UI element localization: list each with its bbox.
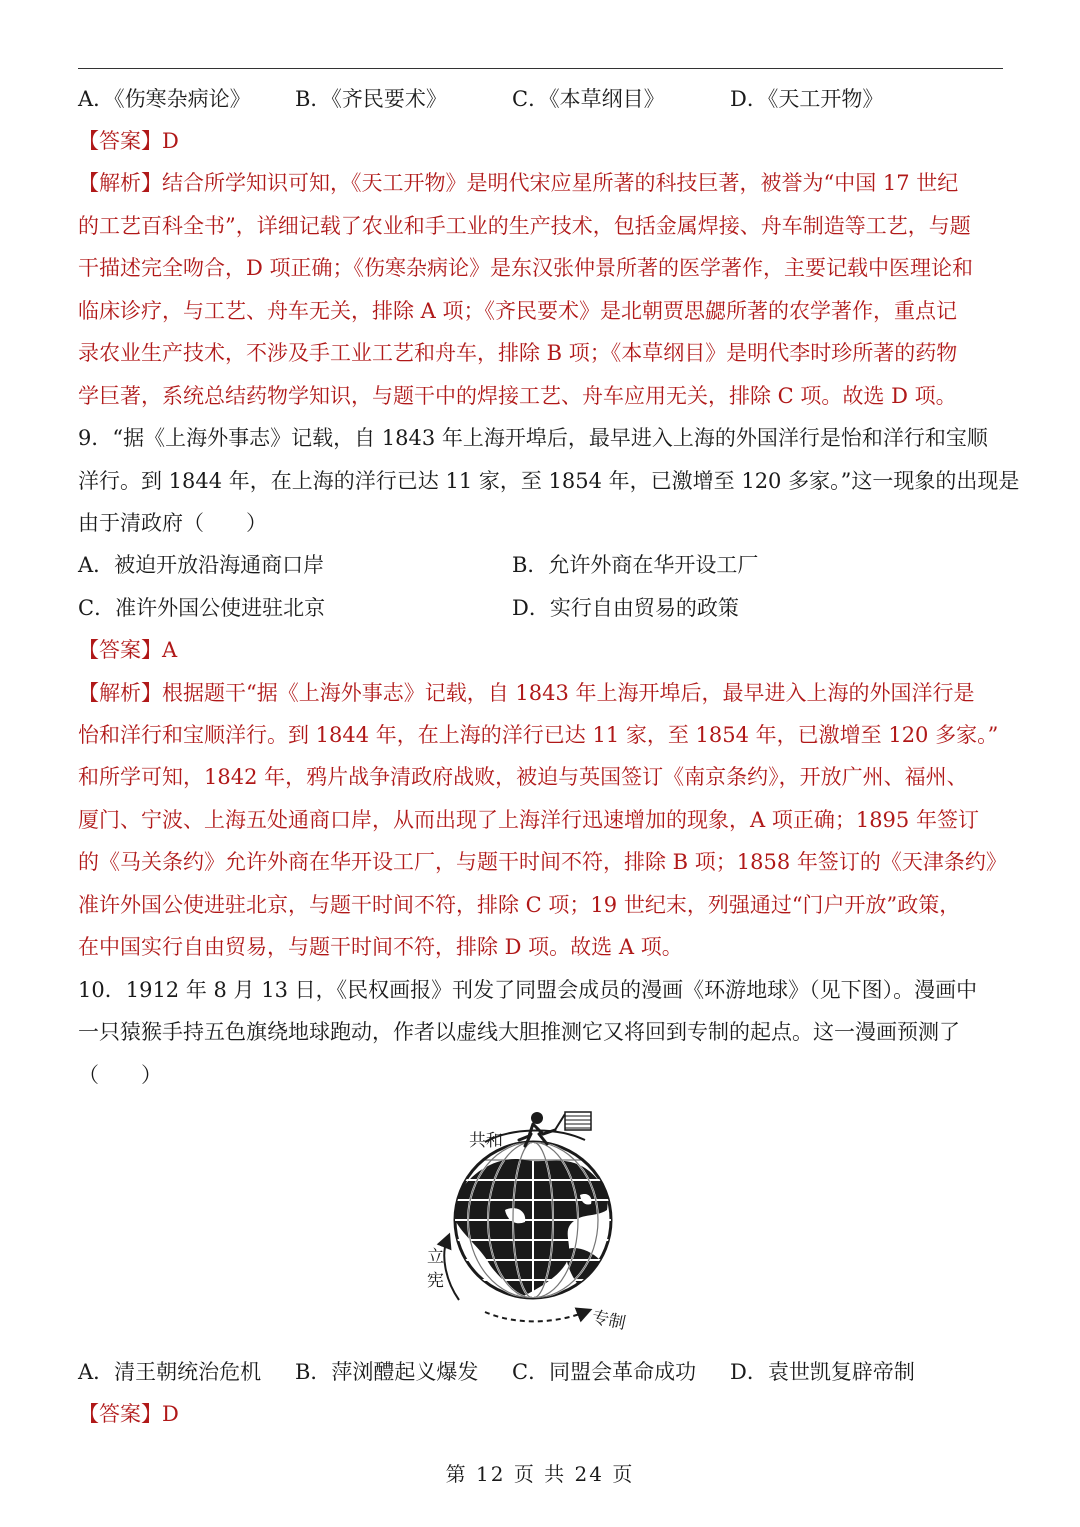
q8-analysis-line: 的工艺百科全书”，详细记载了农业和手工业的生产技术，包括金属焊接、舟车制造等工艺，与题	[78, 214, 971, 238]
header-rule	[78, 68, 1003, 69]
q10-option-c: C．同盟会革命成功	[512, 1360, 697, 1384]
q8-analysis-line: 临床诊疗，与工艺、舟车无关，排除 A 项；《齐民要术》是北朝贾思勰所著的农学著作，重点记	[78, 299, 958, 323]
q9-options-row-1	[78, 550, 1003, 580]
q9-analysis-line: 在中国实行自由贸易，与题干时间不符，排除 D 项。故选 A 项。	[78, 935, 683, 959]
q9-analysis-line: 和所学可知，1842 年，鸦片战争清政府战败，被迫与英国签订《南京条约》，开放广州、福州、	[78, 765, 968, 789]
page-number: 第 12 页 共 24 页	[445, 1462, 635, 1486]
q9-analysis-line: 准许外国公使进驻北京，与题干时间不符，排除 C 项；19 世纪末，列强通过“门户开放”政策，	[78, 893, 961, 917]
q9-analysis-line: 怡和洋行和宝顺洋行。到 1844 年，在上海的洋行已达 11 家，至 1854 年，已激增至 120 多家。”	[78, 723, 999, 747]
q8-option-b: B．《齐民要术》	[295, 87, 447, 111]
q10-option-d: D．袁世凯复辟帝制	[730, 1360, 915, 1384]
q8-option-a: A．《伤寒杂病论》	[78, 87, 251, 111]
orbit-arrow-left	[444, 1240, 459, 1300]
globe-illustration	[455, 1140, 611, 1300]
q10-stem-line: （ ）	[78, 1063, 162, 1087]
q9-option-a: A．被迫开放沿海通商口岸	[78, 553, 325, 577]
q10-option-a: A．清王朝统治危机	[78, 1360, 262, 1384]
q10-option-b: B．萍浏醴起义爆发	[295, 1360, 479, 1384]
q10-answer: 【答案】D	[78, 1402, 179, 1426]
q9-analysis-line: 的《马关条约》允许外商在华开设工厂，与题干时间不符，排除 B 项；1858 年签订的《天津条约》	[78, 850, 1007, 874]
q9-stem-line: 洋行。到 1844 年，在上海的洋行已达 11 家，至 1854 年，已激增至 120 多家。”这一现象的出现是	[78, 469, 1020, 493]
q8-option-c: C．《本草纲目》	[512, 87, 665, 111]
q8-analysis-line: 【解析】结合所学知识可知，《天工开物》是明代宋应星所著的科技巨著，被誉为“中国 17 世纪	[78, 171, 959, 195]
q9-options-row-2	[78, 593, 1003, 623]
label-gonghe: 共和	[469, 1131, 503, 1150]
q9-analysis-line: 厦门、宁波、上海五处通商口岸，从而出现了上海洋行迅速增加的现象，A 项正确；1895 年签订	[78, 808, 979, 832]
globe-cartoon-figure	[415, 1100, 655, 1340]
q9-answer: 【答案】A	[78, 638, 178, 662]
q10-stem-line: 10．1912 年 8 月 13 日，《民权画报》刊发了同盟会成员的漫画《环游地球》（见下图）。漫画中	[78, 978, 978, 1002]
q9-stem-line: 9．“据《上海外事志》记载，自 1843 年上海开埠后，最早进入上海的外国洋行是怡和洋行和宝顺	[78, 426, 988, 450]
q9-option-c: C．准许外国公使进驻北京	[78, 596, 326, 620]
q10-options	[78, 1357, 1003, 1387]
label-lixian-1: 立	[427, 1247, 444, 1266]
label-lixian-2: 宪	[427, 1271, 444, 1290]
q8-analysis-line: 干描述完全吻合，D 项正确；《伤寒杂病论》是东汉张仲景所著的医学著作，主要记载中医理论和	[78, 256, 974, 280]
q8-option-d: D．《天工开物》	[730, 87, 884, 111]
q9-option-d: D．实行自由贸易的政策	[512, 596, 739, 620]
q9-option-b: B．允许外商在华开设工厂	[512, 553, 759, 577]
label-zhuanzhi: 专制	[590, 1307, 628, 1333]
q10-stem-line: 一只猿猴手持五色旗绕地球跑动，作者以虚线大胆推测它又将回到专制的起点。这一漫画预测了	[78, 1020, 960, 1044]
q8-analysis-line: 学巨著，系统总结药物学知识，与题干中的焊接工艺、舟车应用无关，排除 C 项。故选 D 项。	[78, 384, 957, 408]
q8-options	[78, 84, 1003, 114]
q9-stem-line: 由于清政府（ ）	[78, 511, 267, 535]
q9-analysis-line: 【解析】根据题干“据《上海外事志》记载，自 1843 年上海开埠后，最早进入上海的外国洋行是	[78, 681, 975, 705]
orbit-dashed-arc	[485, 1312, 585, 1321]
q8-answer: 【答案】D	[78, 129, 179, 153]
q8-analysis-line: 录农业生产技术，不涉及手工业工艺和舟车，排除 B 项；《本草纲目》是明代李时珍所著的药物	[78, 341, 958, 365]
